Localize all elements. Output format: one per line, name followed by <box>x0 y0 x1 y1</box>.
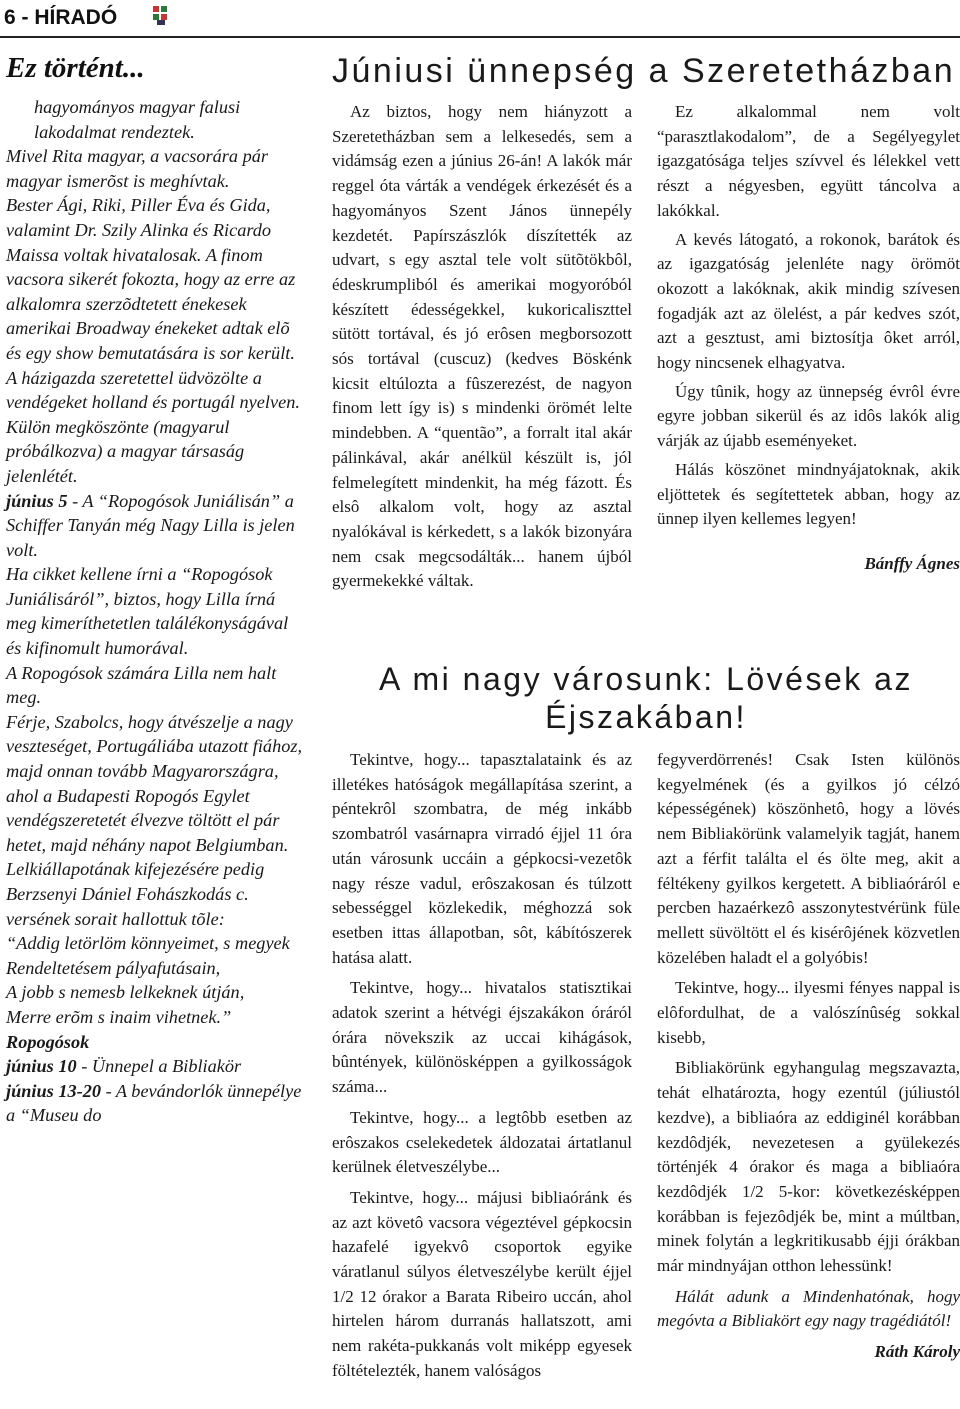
newsletter-logo-icon <box>150 4 172 26</box>
left-title: Ez történt... <box>6 52 145 84</box>
june13-entry <box>6 1079 306 1128</box>
june10-date: június 10 <box>6 1056 77 1077</box>
june13-text: - A bevándorlók ünnepélye a “Museu do <box>6 1080 302 1126</box>
article1-col1-text: Az biztos, hogy nem hiányzott a Szeretetházban sem a lelkesedés, sem a vidámság ezen a június 26-án! A lakók már reggel óta várták a vendégek érkezését és a hagyományos Szent János ünnepély kezdetét. Papírszászlók díszítették az udvart, s egy asztal tele volt sütõtökbôl, édeskrumpliból és amerikai mogyoróból készített édességekkel, kukoricaliszttel sütött tortával, és jó erôsen megborsozott sós tortával (cuscuz) (kedves Böskénk kicsit eltúlozta a fûszerezést, de nagyon finom lett így is) s mindenki örömét lelte mindebben. A “quentão”, a forralt ital akár pálinkával, akár anélkül készült is, jól felmelegített mindenkit, ha még fázott. És elsô alkalom volt, hogy az asztal nyalókával is kérkedett, s a lakók bizonyára nem csak megcsodálták... hanem újból gyermekekké váltak. <box>332 102 632 591</box>
june10-text: - Ünnepel a Bibliakör <box>76 1056 242 1077</box>
article2-col1-p3: Tekintve, hogy... a legtôbb esetben az erôszakos cselekedetek áldozatai ártatlanul kerülnek életveszélybe... <box>332 1107 632 1177</box>
left-line-1: Mivel Rita magyar, a vacsorára pár magyar ismerõst is meghívtak. <box>6 146 268 191</box>
article1-signature: Bánffy Ágnes <box>864 553 960 573</box>
page-number: 6 - HÍRADÓ <box>4 6 118 29</box>
article2-title: A mi nagy városunk: Lövések az Éjszakában! <box>379 661 913 735</box>
june5-date: június 5 <box>6 490 68 511</box>
article1-title: Júniusi ünnepség a Szeretetházban <box>332 52 956 90</box>
article1-col2-p1: Ez alkalommal nem volt “parasztlakodalom”, de a Segélyegylet igazgatósága teljes szívvel és lélekkel vett részt a négyesben, együtt táncolva a lakókkal. <box>657 102 960 220</box>
article1-col2-p2: A kevés látogató, a rokonok, barátok és az igazgatóság jelenléte nagy örömöt okozott a lakóknak, akik mindig szívesen fogadják azt az ölelést, a pár kedves szót, azt a gesztust, ami biztosítja ôket arról, hogy nincsenek elhagyatva. <box>657 229 960 373</box>
article2-col1 <box>332 748 632 1390</box>
left-para-4: Férje, Szabolcs, hogy átvészelje a nagy veszteséget, Portugáliába utazott fiához, majd onnan tovább Magyarországra, ahol a Budapesti Ropogós Egylet vendégszeretetét élvezve töltött el pár hetet, majd néhány napot Belgiumban. <box>6 711 303 855</box>
june5-entry <box>6 489 306 563</box>
poem-line-4: Merre erõm s inaim vihetnek.” <box>6 1006 232 1027</box>
article2-col2-p1: fegyverdörrenés! Csak Isten különös kegyelmének (és a gyilkos jó célzó képességének) köszönhetô, hogy a lövés nem Bibliakörünk valamelyik tagját, hanem azt a férfit találta el és ölte meg, akit a féltékeny gyilkos kergetett. A bibliaóráról e percben hazaérkezô asszonytestvérünk füle mellett süvöltött el és kisérôjének közvetlen közelében haladt el a golyóbis! <box>657 750 960 967</box>
left-line-2: Bester Ági, Riki, Piller Éva és Gida, valamint Dr. Szily Alinka és Ricardo Maissa voltak hivatalosak. A finom vacsora sikerét fokozta, hogy az erre az alkalomra szerzõdtetett énekesek amerikai Broadway énekeket adtak elõ és egy show bemutatására is sor került. A házigazda szeretettel üdvözölte a vendégeket holland és portugál nyelven. Külön megköszönte (magyarul próbálkozva) a magyar társaság jelenlétét. <box>6 195 300 486</box>
article2-col2-p3: Bibliakörünk egyhangulag megszavazta, tehát elhatározta, hogy ezentúl (júliustól kezdve), a bibliaóra az eddiginél korábban kezdôdjék, nevezetesen a gyülekezés történjék 4 órakor és maga a bibliaóra kezdôdjék 1/2 5-kor: következésképpen korábban is fejezôdjék be, mint a múltban, minek folytán a legkritikusabb éjji órákban már mindnyájan otthon lehessünk! <box>657 1058 960 1276</box>
june13-date: június 13-20 <box>6 1080 101 1101</box>
article2-col1-p2: Tekintve, hogy... hivatalos statisztikai adatok szerint a hétvégi éjszakákon óráról órára növekszik az uccai kihágások, bûntények, különösképpen a gyilkosságok száma... <box>332 978 632 1097</box>
page-header <box>0 0 960 36</box>
left-para-5: Lelkiállapotának kifejezésére pedig Berzsenyi Dániel Fohászkodás c. versének sorait hallottuk tõle: <box>6 859 265 929</box>
article1-col2-p4: Hálás köszönet mindnyájatoknak, akik eljöttetek és segítettetek abban, hogy az ünnep ilyen kellemes legyen! <box>657 459 960 529</box>
article2-col1-p4: Tekintve, hogy... májusi bibliaóránk és az azt követô vacsora végeztével gépkocsin hazafelé igyekvô csoportok egyike váratlanul súlyos életveszélybe került éjjel 1/2 12 órakor a Barata Ribeiro uccán, ahol hirtelen három durranás hallatszott, ami nem rakéta-pukkanás volt miképp egyesek föltételezték, hanem valóságos <box>332 1187 632 1380</box>
poem-line-3: A jobb s nemesb lelkeknek útján, <box>6 982 245 1003</box>
left-line-0: hagyományos magyar falusi lakodalmat rendeztek. <box>34 97 241 142</box>
left-column <box>6 52 306 1128</box>
article1-col2 <box>657 100 960 577</box>
article1-col2-p3: Úgy tûnik, hogy az ünnepség évrôl évre egyre jobban sikerül és az idôs lakók alig várják az újabb eseményeket. <box>657 381 960 451</box>
article2-col2 <box>657 748 960 1365</box>
article2-col2-p4: Hálát adunk a Mindenhatónak, hogy megóvta a Bibliakört egy nagy tragédiától! <box>657 1286 960 1331</box>
article1-col1 <box>332 100 632 594</box>
left-para-2: Ha cikket kellene írni a “Ropogósok Juniálisáról”, biztos, hogy Lilla írná meg kimeríthetetlen találékonyságával és kifinomult humorával. <box>6 564 289 659</box>
june5-text: - A “Ropogósok Juniálisán” a Schiffer Tanyán még Nagy Lilla is jelen volt. <box>6 490 295 560</box>
poem-line-1: “Addig letörlöm könnyeimet, s megyek <box>6 933 290 954</box>
article2-signature: Ráth Károly <box>874 1342 960 1362</box>
section-name: HÍRADÓ <box>34 6 118 29</box>
june10-entry <box>6 1054 306 1079</box>
header-rule <box>0 36 960 38</box>
left-para-3: A Ropogósok számára Lilla nem halt meg. <box>6 662 277 708</box>
poem-line-2: Rendeltetésem pályafutásain, <box>6 957 221 978</box>
left-signature: Ropogósok <box>6 1031 90 1052</box>
article2-col1-p1: Tekintve, hogy... tapasztalataink és az illetékes hatóságok megállapítása szerint, a péntekrôl szombatra, de még inkább szombatról vasárnapra virradó éjjel 11 óra után városunk uccáin a gépkocsi-vezetôk nagy része vadul, erôszakosan és túlzott sebességgel közlekedik, méghozzá sok esetben ittas állapotban, sôt, kábítószerek hatása alatt. <box>332 750 632 967</box>
article2-col2-p2: Tekintve, hogy... ilyesmi fényes nappal is elôfordulhat, de a valószínûség sokkal kisebb, <box>657 978 960 1047</box>
